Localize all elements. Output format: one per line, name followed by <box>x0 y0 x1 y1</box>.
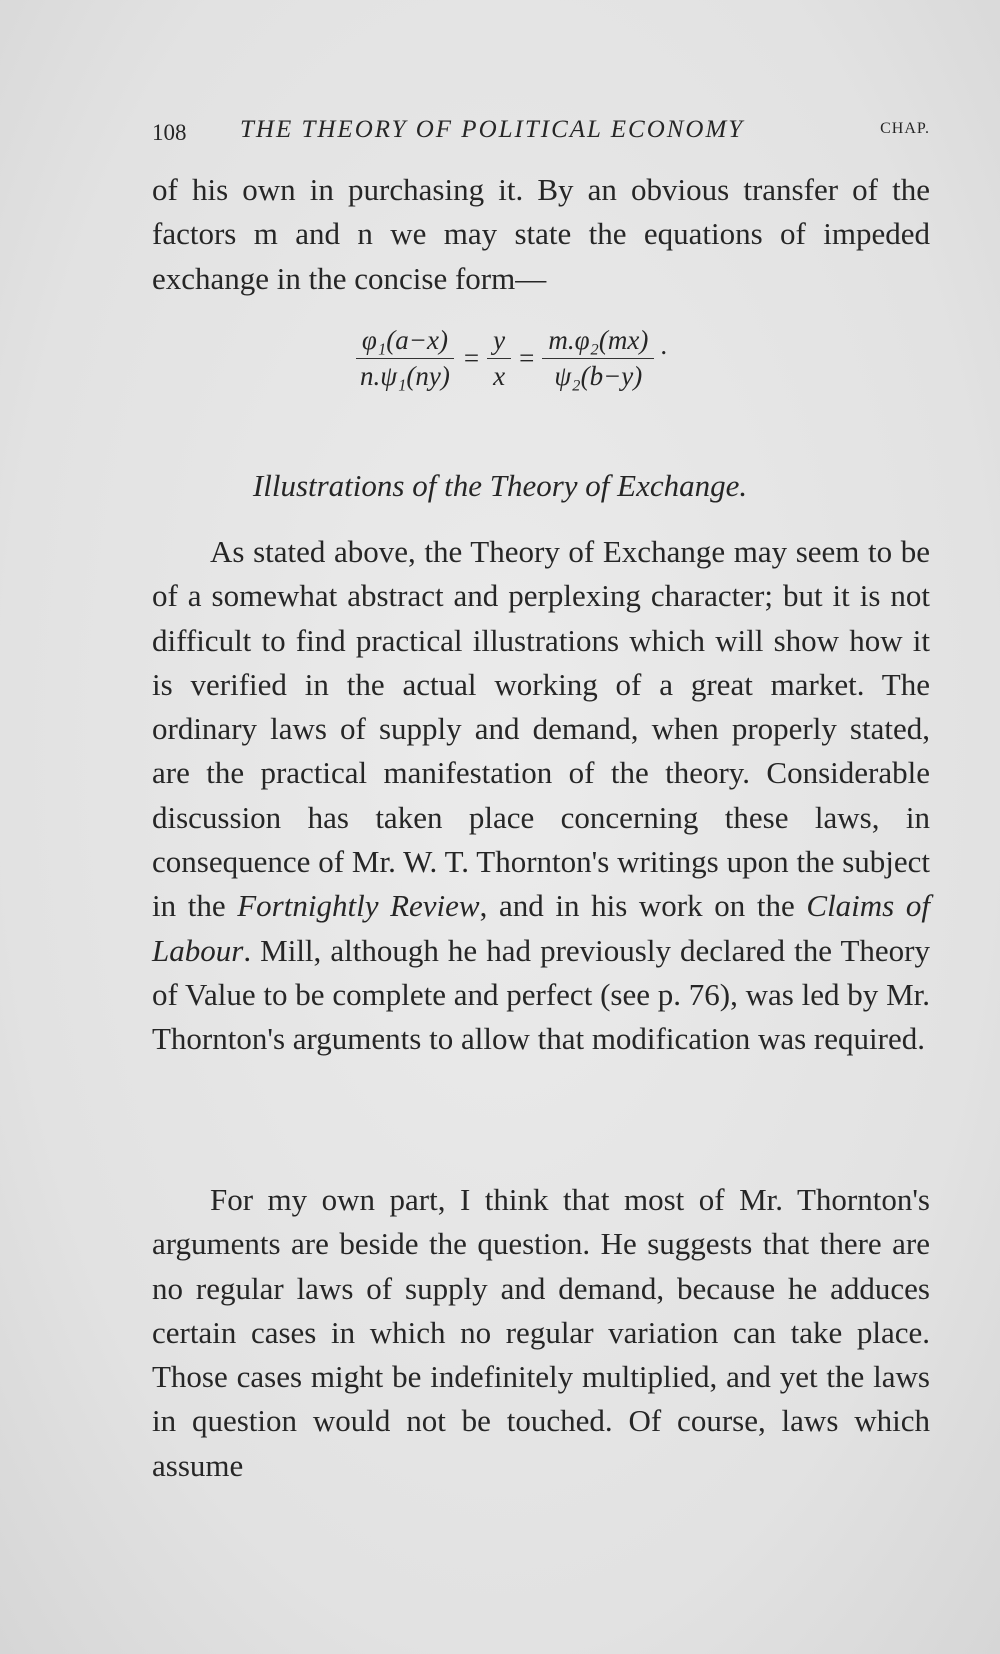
chapter-label: CHAP. <box>880 120 930 137</box>
text-run: As stated above, the Theory of Exchange may seem to be of a somewhat abstract and perplexing character; but it is not difficult to find practical illustrations which will show how it is verified in the actual working of a great market. The ordinary laws of supply and demand, when properly stated, are the practical manifestation of the theory. Considerable discussion has taken place concerning these laws, in consequence of Mr. W. T. Thornton's writings upon the subject in the <box>152 534 930 924</box>
left-denominator: n.ψ₁(ny) <box>360 360 450 391</box>
italic-title-fortnightly-review: Fortnightly Review <box>237 888 480 924</box>
fraction-left <box>354 325 456 392</box>
running-title: THE THEORY OF POLITICAL ECONOMY <box>240 116 745 143</box>
equals-sign: = <box>519 342 535 373</box>
left-numerator: φ₁(a−x) <box>356 325 454 359</box>
page-header <box>152 112 930 152</box>
paragraph-text <box>152 530 930 1062</box>
exchange-equation <box>350 318 667 398</box>
paragraph-own-part <box>152 1178 930 1488</box>
fraction-right <box>542 325 654 392</box>
fraction-middle <box>487 325 511 392</box>
equals-sign: = <box>463 342 480 373</box>
middle-denominator: x <box>493 360 506 391</box>
paragraph-continuation <box>152 168 930 301</box>
page-number: 108 <box>152 120 187 145</box>
italic-title-claims-of-labour: Claims of Labour <box>152 888 930 968</box>
paragraph-illustrations <box>152 530 930 1062</box>
right-denominator: ψ₂(b−y) <box>554 360 643 391</box>
section-heading: Illustrations of the Theory of Exchange. <box>252 468 748 503</box>
middle-numerator: y <box>487 325 511 359</box>
text-run: . Mill, although he had previously declared the Theory of Value to be complete and perfect (see p. 76), was led by Mr. Thornton's arguments to allow that modification was required. <box>152 932 930 1057</box>
period: . <box>660 330 668 360</box>
right-numerator: m.φ₂(mx) <box>542 325 654 359</box>
paragraph-text: For my own part, I think that most of Mr. Thornton's arguments are beside the question. He suggests that there are no regular laws of supply and demand, because he adduces certain cases in which no regular variation can take place. Those cases might be indefinitely multiplied, and yet the laws in question would not be touched. Of course, laws which assume <box>152 1182 930 1483</box>
text-run: , and in his work on the <box>479 888 807 924</box>
paragraph-text: of his own in purchasing it. By an obvious transfer of the factors m and n we may state the equations of impeded exchange in the concise form— <box>152 172 930 296</box>
